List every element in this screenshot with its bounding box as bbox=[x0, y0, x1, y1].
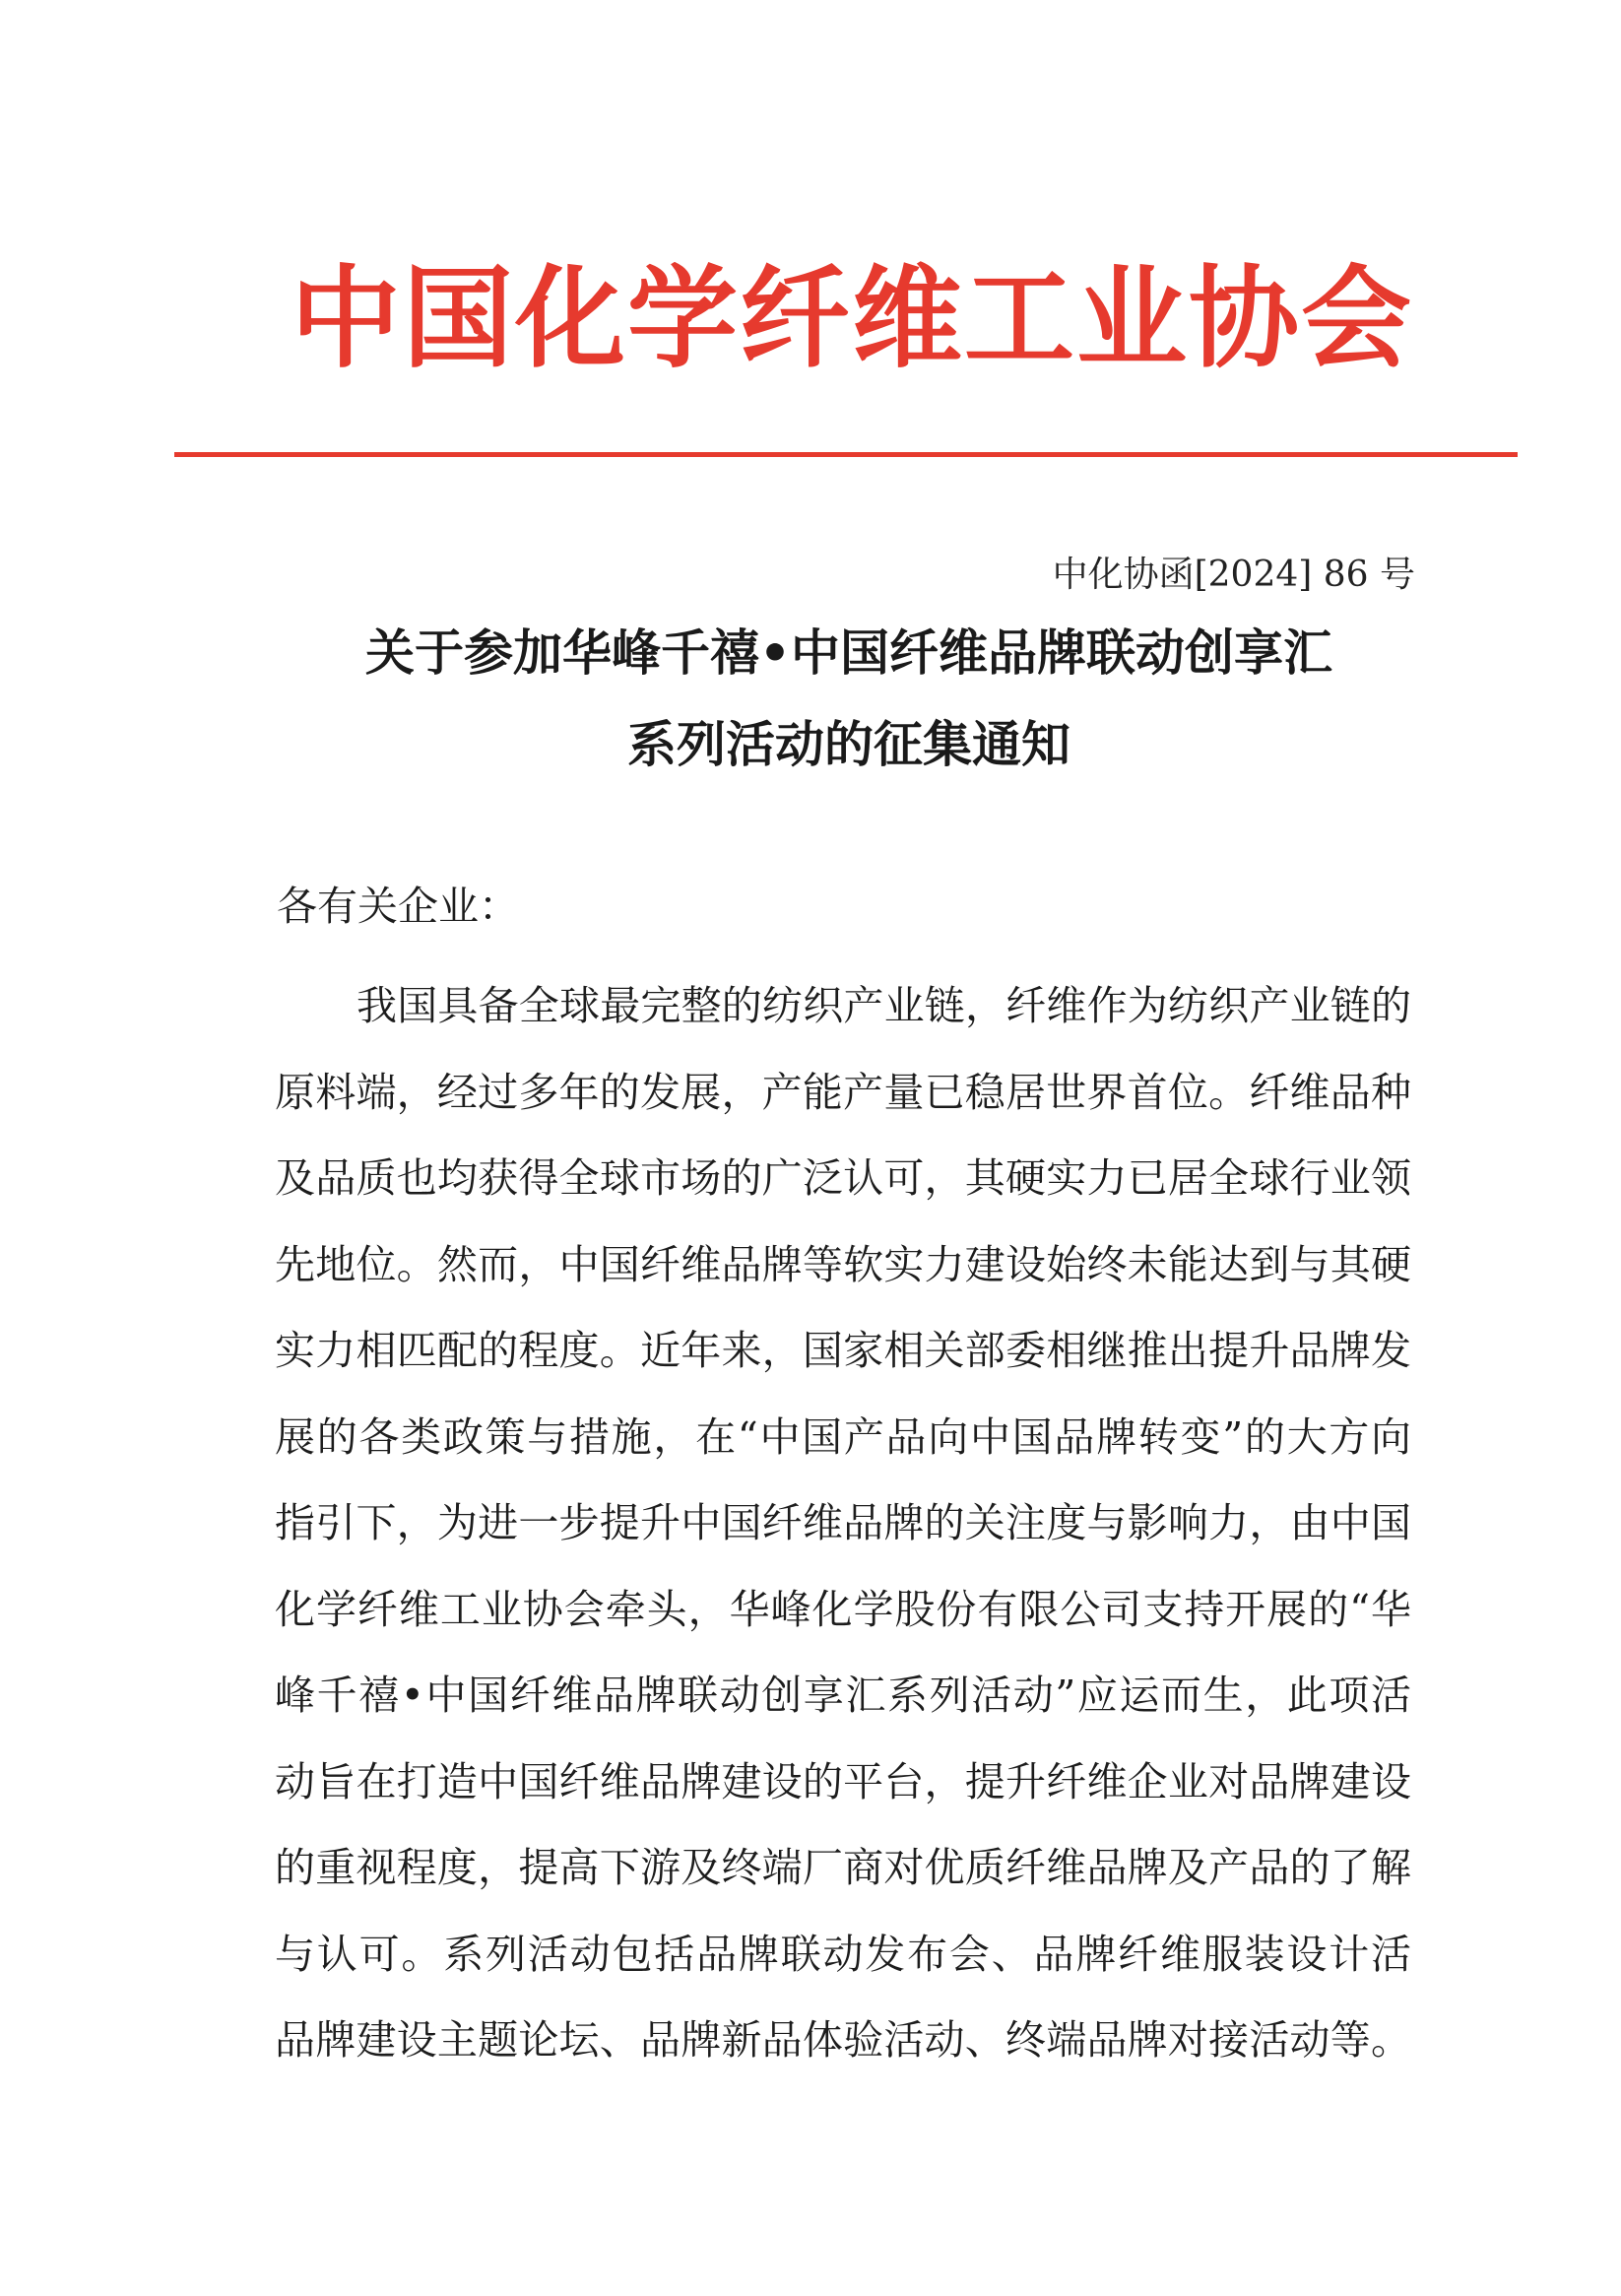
body-line: 实力相匹配的程度。近年来，国家相关部委相继推出提升品牌发 bbox=[275, 1327, 1411, 1374]
body-line: 与认可。系列活动包括品牌联动发布会、品牌纤维服装设计活 bbox=[275, 1930, 1411, 1978]
header-rule bbox=[174, 452, 1518, 457]
body-line: 的重视程度，提高下游及终端厂商对优质纤维品牌及产品的了解 bbox=[275, 1844, 1411, 1891]
doc-number: 中化协函[2024] 86 号 bbox=[1052, 555, 1415, 595]
body-line: 峰千禧•中国纤维品牌联动创享汇系列活动”应运而生，此项活 bbox=[275, 1672, 1411, 1719]
body-line: 品牌建设主题论坛、品牌新品体验活动、终端品牌对接活动等。 bbox=[275, 2016, 1411, 2064]
body-line: 化学纤维工业协会牵头，华峰化学股份有限公司支持开展的“华 bbox=[275, 1585, 1411, 1633]
body-line: 我国具备全球最完整的纺织产业链，纤维作为纺织产业链的 bbox=[357, 982, 1411, 1029]
title-line-1: 关于参加华峰千禧•中国纤维品牌联动创享汇 bbox=[365, 623, 1332, 682]
salutation: 各有关企业： bbox=[277, 883, 519, 930]
title-line-2: 系列活动的征集通知 bbox=[627, 715, 1070, 773]
body-line: 及品质也均获得全球市场的广泛认可，其硬实力已居全球行业领 bbox=[275, 1154, 1411, 1202]
body-paragraph bbox=[275, 963, 1411, 2084]
body-line: 先地位。然而，中国纤维品牌等软实力建设始终未能达到与其硬 bbox=[275, 1240, 1411, 1288]
body-line: 指引下，为进一步提升中国纤维品牌的关注度与影响力，由中国 bbox=[275, 1499, 1411, 1546]
body-line: 动旨在打造中国纤维品牌建设的平台，提升纤维企业对品牌建设 bbox=[275, 1757, 1411, 1805]
body-line: 展的各类政策与措施，在“中国产品向中国品牌转变”的大方向 bbox=[275, 1412, 1411, 1461]
org-header: 中国化学纤维工业协会 bbox=[291, 255, 1413, 383]
body-line: 原料端，经过多年的发展，产能产量已稳居世界首位。纤维品种 bbox=[275, 1068, 1411, 1116]
